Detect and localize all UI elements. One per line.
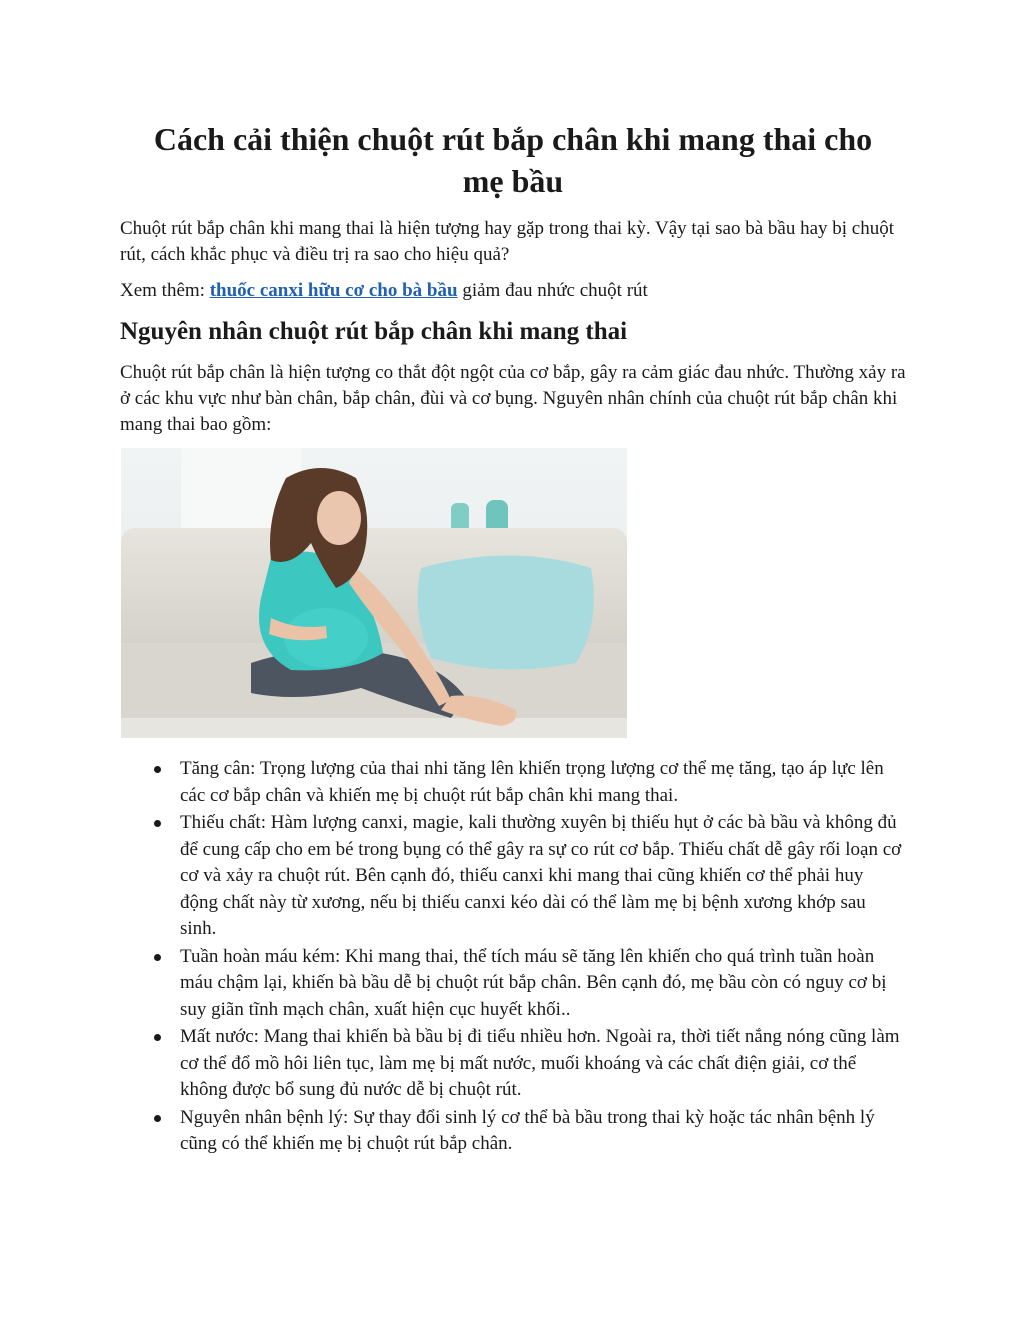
section-paragraph: Chuột rút bắp chân là hiện tượng co thắt đột ngột của cơ bắp, gây ra cảm giác đau nhức. Thường xảy ra ở các khu vực như bàn chân, bắp chân, đùi và cơ bụng. Nguyên nhân chính của chuột rút bắp chân khi mang thai bao gồm:: [120, 362, 906, 435]
bullet-icon: [154, 820, 161, 827]
document-page: [120, 118, 906, 1159]
page-title: Cách cải thiện chuột rút bắp chân khi mang thai cho mẹ bầu: [153, 121, 873, 199]
bullet-icon: [154, 766, 161, 773]
section-heading: Nguyên nhân chuột rút bắp chân khi mang thai: [120, 318, 628, 345]
list-item-text: Tuần hoàn máu kém: Khi mang thai, thể tích máu sẽ tăng lên khiến cho quá trình tuần hoàn máu chậm lại, khiến bà bầu dễ bị chuột rút bắp chân. Bên cạnh đó, mẹ bầu còn có nguy cơ bị suy giãn tĩnh mạch chân, xuất hiện cục huyết khối..: [180, 945, 887, 1020]
list-item: [120, 1105, 906, 1158]
see-also-line: [120, 278, 906, 304]
list-item-text: Nguyên nhân bệnh lý: Sự thay đổi sinh lý cơ thể bà bầu trong thai kỳ hoặc tác nhân bệnh lý cũng có thể khiến mẹ bị chuột rút bắp chân.: [180, 1106, 875, 1154]
list-item-text: Mất nước: Mang thai khiến bà bầu bị đi tiểu nhiều hơn. Ngoài ra, thời tiết nắng nóng cũng làm cơ thể đổ mồ hôi liên tục, làm mẹ bị mất nước, muối khoáng và các chất điện giải, cơ thể không được bổ sung đủ nước dễ bị chuột rút.: [180, 1026, 900, 1100]
list-item-text: Thiếu chất: Hàm lượng canxi, magie, kali thường xuyên bị thiếu hụt ở các bà bầu và không đủ để cung cấp cho em bé trong bụng có thể gây ra sự co rút cơ bắp. Thiếu chất dễ gây rối loạn cơ cơ và xảy ra chuột rút. Bên cạnh đó, thiếu canxi khi mang thai cũng khiến cơ thể phải huy động chất này từ xương, nếu bị thiếu canxi kéo dài có thể làm mẹ bị bệnh xương khớp sau sinh.: [180, 812, 902, 939]
list-item: [120, 756, 906, 809]
bullet-icon: [154, 1115, 161, 1122]
bullet-icon: [154, 1034, 161, 1041]
see-also-prefix: Xem thêm:: [120, 280, 210, 301]
pregnant-woman-leg-cramp-photo: [121, 448, 627, 738]
list-item-text: Tăng cân: Trọng lượng của thai nhi tăng lên khiến trọng lượng cơ thể mẹ tăng, tạo áp lực lên các cơ bắp chân và khiến mẹ bị chuột rút bắp chân khi mang thai.: [180, 758, 884, 806]
intro-paragraph: Chuột rút bắp chân khi mang thai là hiện tượng hay gặp trong thai kỳ. Vậy tại sao bà bầu hay bị chuột rút, cách khắc phục và điều trị ra sao cho hiệu quả?: [120, 218, 895, 265]
list-item: [120, 810, 906, 943]
see-also-suffix: giảm đau nhức chuột rút: [457, 280, 648, 301]
causes-list: [120, 756, 906, 1158]
bullet-icon: [154, 954, 161, 961]
list-item: [120, 1024, 906, 1104]
list-item: [120, 944, 906, 1024]
calcium-link[interactable]: thuốc canxi hữu cơ cho bà bầu: [209, 280, 458, 301]
